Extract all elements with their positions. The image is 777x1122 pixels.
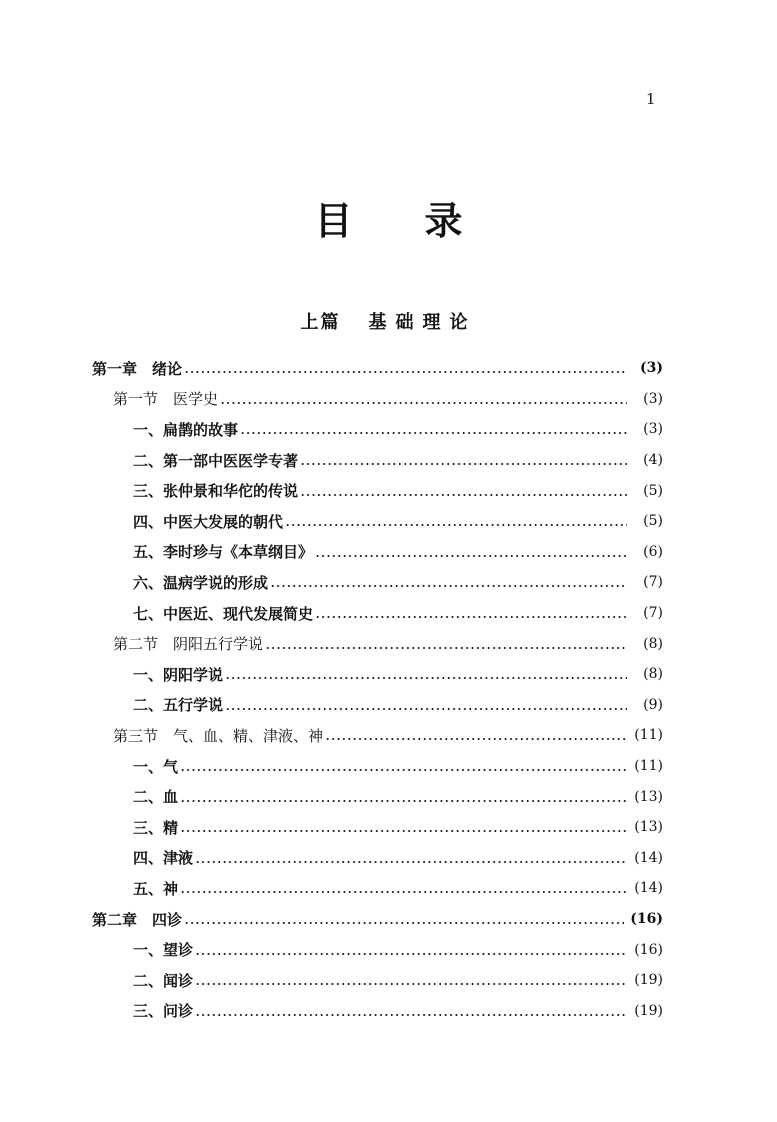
- toc-entry-item[interactable]: [133, 690, 663, 721]
- toc-entry-chapter[interactable]: [92, 353, 663, 384]
- toc-entry-item[interactable]: [133, 537, 663, 568]
- dot-leader: [300, 463, 627, 465]
- toc-entry-label: 三、张仲景和华佗的传说: [133, 482, 299, 501]
- toc-entry-label: 五、神: [133, 879, 179, 898]
- toc-entry-item[interactable]: [133, 414, 663, 445]
- toc-entry-label: 二、血: [133, 788, 179, 807]
- toc-entry-page: (19): [634, 1002, 663, 1019]
- toc-entry-page: (3): [640, 360, 663, 377]
- toc-entry-label: 一、阴阳学说: [133, 665, 224, 684]
- toc-entry-label: 一、望诊: [133, 941, 194, 960]
- toc-entry-item[interactable]: [133, 506, 663, 537]
- toc-entry-label: 四、津液: [133, 849, 194, 868]
- dot-leader: [195, 983, 627, 985]
- toc-entry-section[interactable]: [113, 720, 663, 751]
- toc-entry-page: (4): [643, 452, 663, 469]
- dot-leader: [270, 585, 627, 587]
- title-char: 录: [424, 198, 463, 243]
- page-title: [0, 190, 777, 245]
- toc-entry-item[interactable]: [133, 567, 663, 598]
- toc-entry-label: 二、闻诊: [133, 971, 194, 990]
- dot-leader: [225, 677, 627, 679]
- toc-entry-page: (14): [634, 880, 663, 897]
- dot-leader: [220, 402, 627, 404]
- toc-entry-page: (8): [643, 666, 663, 683]
- toc-entry-page: (9): [643, 696, 663, 713]
- part-label: 上篇: [300, 312, 341, 333]
- toc-entry-item[interactable]: [133, 781, 663, 812]
- toc-entry-item[interactable]: [133, 475, 663, 506]
- toc-entry-item[interactable]: [133, 843, 663, 874]
- toc-entry-page: (5): [643, 482, 663, 499]
- toc-entry-item[interactable]: [133, 445, 663, 476]
- dot-leader: [180, 830, 627, 832]
- dot-leader: [265, 647, 627, 649]
- toc-entry-page: (16): [630, 911, 663, 928]
- toc-entry-page: (11): [634, 727, 663, 744]
- toc-entry-item[interactable]: [133, 934, 663, 965]
- toc-entry-item[interactable]: [133, 751, 663, 782]
- page-number: 1: [646, 90, 656, 108]
- toc-entry-page: (8): [643, 635, 663, 652]
- toc-entry-item[interactable]: [133, 965, 663, 996]
- dot-leader: [315, 616, 627, 618]
- toc-entry-page: (7): [643, 605, 663, 622]
- dot-leader: [285, 524, 627, 526]
- toc-entry-page: (5): [643, 513, 663, 530]
- toc-entry-label: 第二章 四诊: [92, 910, 183, 929]
- toc-entry-page: (3): [643, 390, 663, 407]
- toc-entry-label: 一、扁鹊的故事: [133, 420, 239, 439]
- title-char: 目: [314, 198, 353, 243]
- toc-entry-page: (16): [634, 941, 663, 958]
- toc-entry-item[interactable]: [133, 873, 663, 904]
- toc-entry-label: 六、温病学说的形成: [133, 573, 269, 592]
- toc-entry-label: 四、中医大发展的朝代: [133, 512, 284, 531]
- dot-leader: [195, 861, 627, 863]
- toc-entry-label: 五、李时珍与《本草纲目》: [133, 543, 314, 562]
- toc-entry-page: (11): [634, 758, 663, 775]
- part-name: 基础理论: [368, 312, 477, 333]
- toc-entry-chapter[interactable]: [92, 904, 663, 935]
- dot-leader: [195, 1014, 627, 1016]
- toc-entry-section[interactable]: [113, 384, 663, 415]
- toc-entry-page: (3): [643, 421, 663, 438]
- toc-entry-label: 二、第一部中医医学专著: [133, 451, 299, 470]
- dot-leader: [225, 708, 627, 710]
- toc-entry-label: 第一节 医学史: [113, 390, 219, 409]
- dot-leader: [184, 922, 624, 924]
- dot-leader: [184, 371, 627, 373]
- toc-entry-page: (13): [634, 788, 663, 805]
- toc-entry-label: 第二节 阴阳五行学说: [113, 635, 264, 654]
- dot-leader: [195, 953, 627, 955]
- toc-entry-page: (13): [634, 819, 663, 836]
- dot-leader: [180, 769, 627, 771]
- toc-entry-item[interactable]: [133, 996, 663, 1027]
- toc-entry-label: 第三节 气、血、精、津液、神: [113, 726, 324, 745]
- toc-entry-item[interactable]: [133, 812, 663, 843]
- toc-entry-label: 三、问诊: [133, 1002, 194, 1021]
- toc-entry-page: (7): [643, 574, 663, 591]
- toc-entry-label: 七、中医近、现代发展简史: [133, 604, 314, 623]
- toc-entry-page: (6): [643, 543, 663, 560]
- toc-entry-label: 三、精: [133, 818, 179, 837]
- dot-leader: [315, 555, 627, 557]
- toc-entry-page: (19): [634, 972, 663, 989]
- dot-leader: [180, 800, 627, 802]
- toc-entry-label: 二、五行学说: [133, 696, 224, 715]
- toc-entry-item[interactable]: [133, 659, 663, 690]
- dot-leader: [240, 432, 627, 434]
- dot-leader: [300, 494, 627, 496]
- toc-entry-label: 一、气: [133, 757, 179, 776]
- toc-entry-section[interactable]: [113, 628, 663, 659]
- toc-entry-page: (14): [634, 849, 663, 866]
- dot-leader: [325, 738, 627, 740]
- toc-entry-item[interactable]: [133, 598, 663, 629]
- toc-entry-label: 第一章 绪论: [92, 359, 183, 378]
- part-heading: [0, 308, 777, 334]
- dot-leader: [180, 891, 627, 893]
